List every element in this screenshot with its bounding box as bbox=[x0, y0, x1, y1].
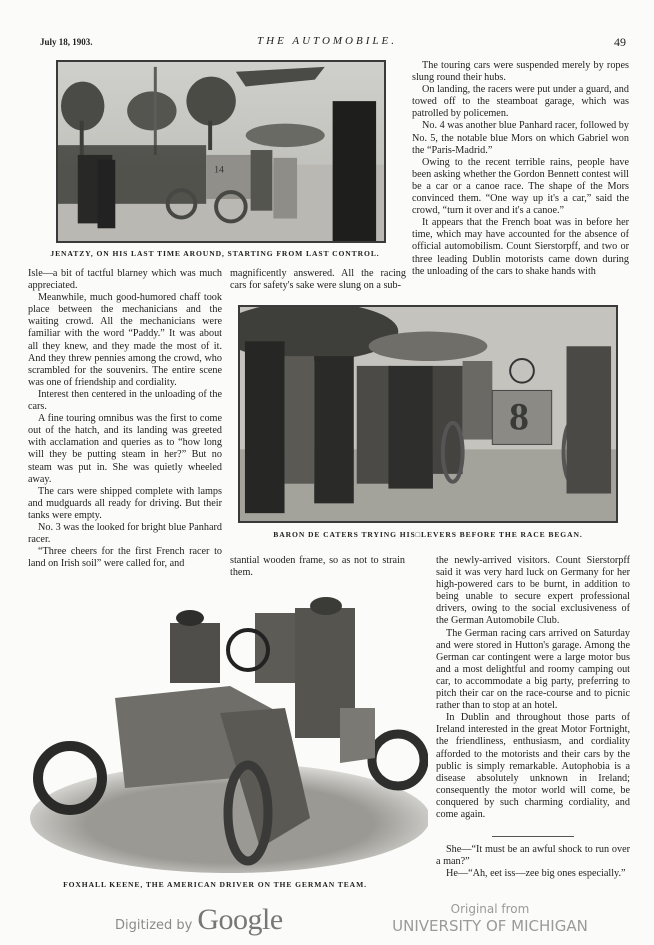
car-number-14: 14 bbox=[214, 164, 224, 176]
paragraph: The touring cars were suspended merely by ropes slung round their hubs. bbox=[412, 60, 629, 84]
google-logo: Google bbox=[197, 903, 283, 936]
issue-date: July 18, 1903. bbox=[40, 37, 93, 47]
column-right-top bbox=[412, 60, 629, 278]
page-number: 49 bbox=[614, 35, 626, 49]
paragraph: On landing, the racers were put under a guard, and towed off to the steamboat garage, which was patrolled by policemen. bbox=[412, 84, 629, 120]
digitized-by-google bbox=[115, 903, 283, 937]
photo-baron-de-caters-image bbox=[240, 307, 616, 521]
photo-baron-de-caters bbox=[238, 305, 618, 523]
paragraph: A fine touring omnibus was the first to come out of the hatch, and its landing was greeted with acclamation and queries as to “how long will they be putting steam in her?” But no steam was put in. She was quietly wheeled away. bbox=[28, 413, 222, 485]
paragraph: It appears that the French boat was in before her time, which may have accounted for the absence of official automobilism. Count Sierstorpff, and two or three leading Dublin motorists came down during the unloading of the cars to shake hands with bbox=[412, 217, 629, 277]
paragraph: stantial wooden frame, so as not to strain them. bbox=[230, 555, 405, 579]
column-right-bottom bbox=[436, 555, 630, 821]
paragraph: the newly-arrived visitors. Count Sierstorpff said it was very hard luck on Germany for her high-powered cars to be burnt, in addition to being unable to secure expert professional drivers, owing to the social exclusiveness of the German Automobile Club. bbox=[436, 555, 630, 627]
column-middle-bottom bbox=[230, 555, 405, 579]
paragraph: No. 4 was another blue Panhard racer, followed by No. 5, the notable blue Mors on which Gabriel won the “Paris-Madrid.” bbox=[412, 120, 629, 156]
joke-line: He—“Ah, eet iss—zee big ones especially.” bbox=[446, 868, 626, 880]
institution-label: UNIVERSITY OF MICHIGAN bbox=[392, 917, 588, 935]
paragraph: Owing to the recent terrible rains, people have been asking whether the Gordon Bennett contest will be a car or a canoe race. The shape of the Mors convinced them. “One way up it's a car,” said the crowd, “turn it over and it's a canoe.” bbox=[412, 156, 629, 217]
caption-jenatzy: JENATZY, ON HIS LAST TIME AROUND, STARTING FROM LAST CONTROL. bbox=[50, 249, 380, 258]
publication-title: THE AUTOMOBILE. bbox=[257, 35, 397, 47]
original-from-label: Original from bbox=[450, 902, 530, 916]
digitized-by-label: Digitized by bbox=[115, 918, 193, 933]
car-number-8: 8 bbox=[509, 394, 529, 439]
joke-line: She—“It must be an awful shock to run over a man?” bbox=[436, 844, 630, 868]
photo-jenatzy-image bbox=[58, 62, 384, 241]
column-middle-top bbox=[230, 268, 406, 292]
paragraph: magnificently answered. All the racing cars for safety's sake were slung on a sub- bbox=[230, 268, 406, 292]
paragraph: In Dublin and throughout those parts of Ireland interested in the great Motor Fortnight, the friendliness, enthusiasm, and cordiality afforded to the motorists and their cars by the public is simply remarkable. Autophobia is a disease absolutely unknown in Ireland; consequently the motor world will come, be conquered by such charming cordiality, and come again. bbox=[436, 712, 630, 820]
paragraph: The cars were shipped complete with lamps and mudguards all ready for driving. But their tanks were empty. bbox=[28, 485, 222, 521]
paragraph: Isle—a bit of tactful blarney which was much appreciated. bbox=[28, 268, 222, 292]
photo-jenatzy bbox=[56, 60, 386, 243]
column-left bbox=[28, 268, 222, 570]
paragraph: Interest then centered in the unloading of the cars. bbox=[28, 388, 222, 413]
paragraph: “Three cheers for the first French racer to land on Irish soil” were called for, and bbox=[28, 546, 222, 570]
photo-foxhall-keene bbox=[30, 588, 428, 873]
caption-foxhall-keene: FOXHALL KEENE, THE AMERICAN DRIVER ON THE GERMAN TEAM. bbox=[63, 880, 367, 889]
caption-baron-de-caters: BARON DE CATERS TRYING HIS□LEVERS BEFORE THE RACE BEGAN. bbox=[273, 530, 583, 539]
section-divider bbox=[492, 836, 574, 837]
paragraph: Meanwhile, much good-humored chaff took place between the mechanicians and the waiting crowd. All the mechanicians were familiar with the word “Paddy.” It was about all they knew, and they made the most of it. And they threw pennies among the crowd, who scrambled for the souvenirs. The entire scene was one of friendship and cordiality. bbox=[28, 292, 222, 388]
paragraph: No. 3 was the looked for bright blue Panhard racer. bbox=[28, 521, 222, 546]
photo-foxhall-keene-image bbox=[30, 588, 428, 873]
joke-block bbox=[436, 844, 630, 880]
paragraph: The German racing cars arrived on Saturday and were stored in Hutton's garage. Among the German car contingent were a large motor bus and a most delightful and roomy camping out car, to accommodate a big party, preferring to pitch their car on the race-course and to picnic rather than to stop at an hotel. bbox=[436, 627, 630, 712]
